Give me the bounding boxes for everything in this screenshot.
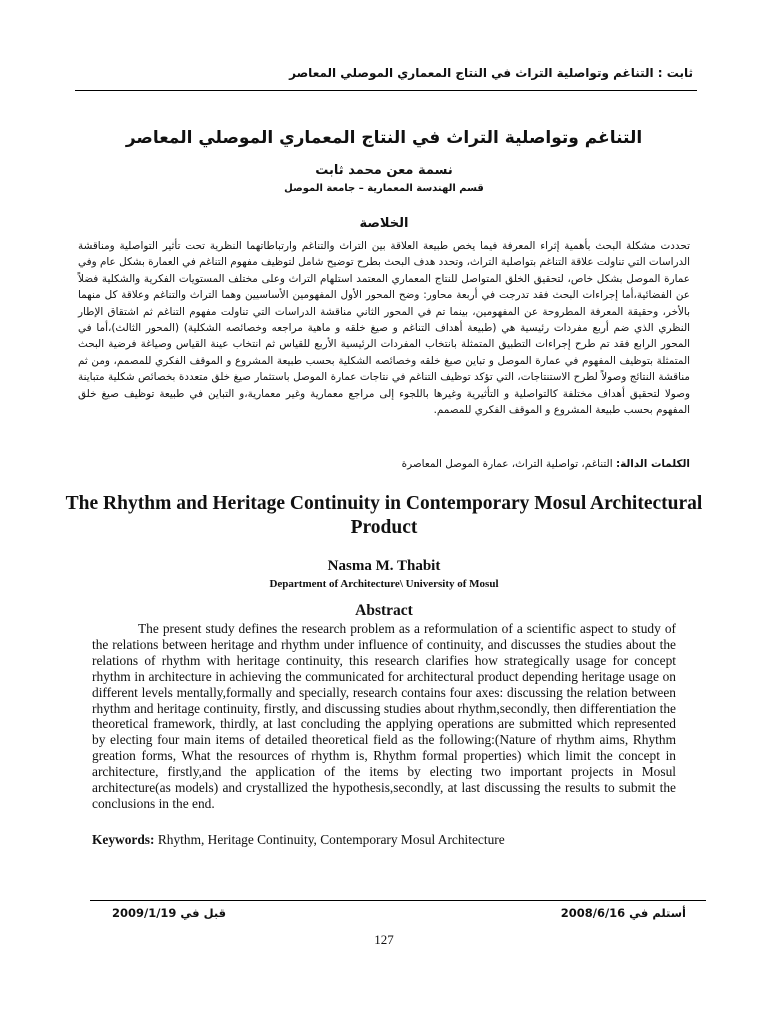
arabic-title: التناغم وتواصلية التراث في النتاج المعماري الموصلي المعاصر <box>125 128 643 148</box>
arabic-affiliation: قسم الهندسة المعمارية – جامعة الموصل <box>284 183 484 194</box>
arabic-abstract-body: تحددت مشكلة البحث بأهمية إثراء المعرفة فيما يخص طبيعة العلاقة بين التراث والتناغم وارتباطاتهما النظرية تحت تأثير التواصلية ومناقشة الدراسات التي تناولت علاقة التناغم بتواصلية التراث، وتحدد هدف البحث بطرح توضيح شامل لتوظيف مفهوم التناغم في العمارة بشكل عام وفي عمارة الموصل بشكل خاص، لتحقيق الخلق المتواصل للنتاج المعماري المعتمد استلهام التراث وعلى مختلف المستويات الفكرية والشكلية فضلاً عن الفضائية،أما إجراءات البحث فقد تدرجت في أربعة محاور: وضح المحور الأول المفهومين الأساسيين وهما التراث والتناغم وعلاقة كل منهما بالأخر، وحقيقة المعرفة المطروحة عن المفهومين، بينما تم في المحور الثاني مناقشة الدراسات التي تناولت مفهوم التناغم ثم اشتقاق الإطار النظري الذي ضم أربع مفردات رئيسية هي (طبيعة أهداف التناغم و صيغ خلقه و ماهية مراجعه وخصائصه الشكلية) (المحور الثالث)،أما في المحور الرابع فقد تم طرح إجراءات التطبيق المتمثلة بانتخاب المفردات الرئيسية الأربع للقياس ثم انتخاب عينة القياس وصياغة فرضية البحث المتمثلة بتوظيف المفهوم في عمارة الموصل و تباين صيغ خلقه وخصائصه الشكلية بحسب طبيعة المشروع و الموقف الفكري للمصمم، ومن ثم مناقشة النتائج وصولاً لطرح الاستنتاجات، التي تؤكد توظيف التناغم في نتاجات عمارة الموصل باستثمار صيغ خلق متعددة بخصائص شكلية متباينة وصولا لتحقيق أهداف مختلفة كالتواصلية و التأثيرية وغيرها باللجوء إلى مراجع معمارية وغير معمارية،و التباين في طبيعة توظيف صيغ خلق المفهوم بحسب طبيعة المشروع و الموقف الفكري للمصمم. <box>78 240 690 417</box>
english-abstract-heading: Abstract <box>355 602 413 619</box>
english-affiliation: Department of Architecture\ University of Mosul <box>269 578 499 590</box>
page-number: 127 <box>374 932 394 947</box>
accepted-date: قبل في 2009/1/19 <box>112 906 227 920</box>
received-date: أستلم في 2008/6/16 <box>560 906 686 920</box>
arabic-author: نسمة معن محمد ثابت <box>315 163 453 178</box>
arabic-keywords-label: الكلمات الدالة: <box>615 458 690 470</box>
arabic-keywords <box>78 458 690 470</box>
english-keywords-label: Keywords: <box>92 832 155 847</box>
english-keywords <box>92 832 676 848</box>
english-author: Nasma M. Thabit <box>327 558 441 574</box>
running-head: ثابت : التناغم وتواصلية التراث في النتاج المعماري الموصلي المعاصر <box>289 66 693 80</box>
english-abstract-body: The present study defines the research problem as a reformulation of a scientific aspect to study of the relations between heritage and rhythm under influence of continuity, and discusses the studies about the relations of rhythm with heritage continuity, this research clarifies how strategically usage for concept rhythm in architecture in achieving the communicated for architectural product depending heritage usage on different levels mentally,formally and specially, research contains four axes: discussing the relation between rhythm and heritage continuity, firstly, and discussing studies about rhythm,secondly, then differentiation the theoretical framework, thirdly, at last concluding the applying operations are submitted which represented by electing four main items of detailed theoretical field as the following:(Nature of rhythm aims, Rhythm greation forms, What the resources of rhythm is, Rhythm formal properties) which limit the concept in architecture, firstly,and the application of the items by electing two important projects in Mosul architecture(as models) and crystallized the hypothesis,secondly, at last discussing the results to submit the conclusions in the end. <box>92 621 676 811</box>
english-title: The Rhythm and Heritage Continuity in Contemporary Mosul Architectural Product <box>65 493 703 538</box>
footer-rule <box>90 900 706 901</box>
english-keywords-text: Rhythm, Heritage Continuity, Contemporary Mosul Architecture <box>154 832 505 847</box>
arabic-keywords-text: التناغم، تواصلية التراث، عمارة الموصل المعاصرة <box>401 458 613 470</box>
arabic-abstract-heading: الخلاصة <box>359 216 409 231</box>
header-rule <box>75 90 697 91</box>
